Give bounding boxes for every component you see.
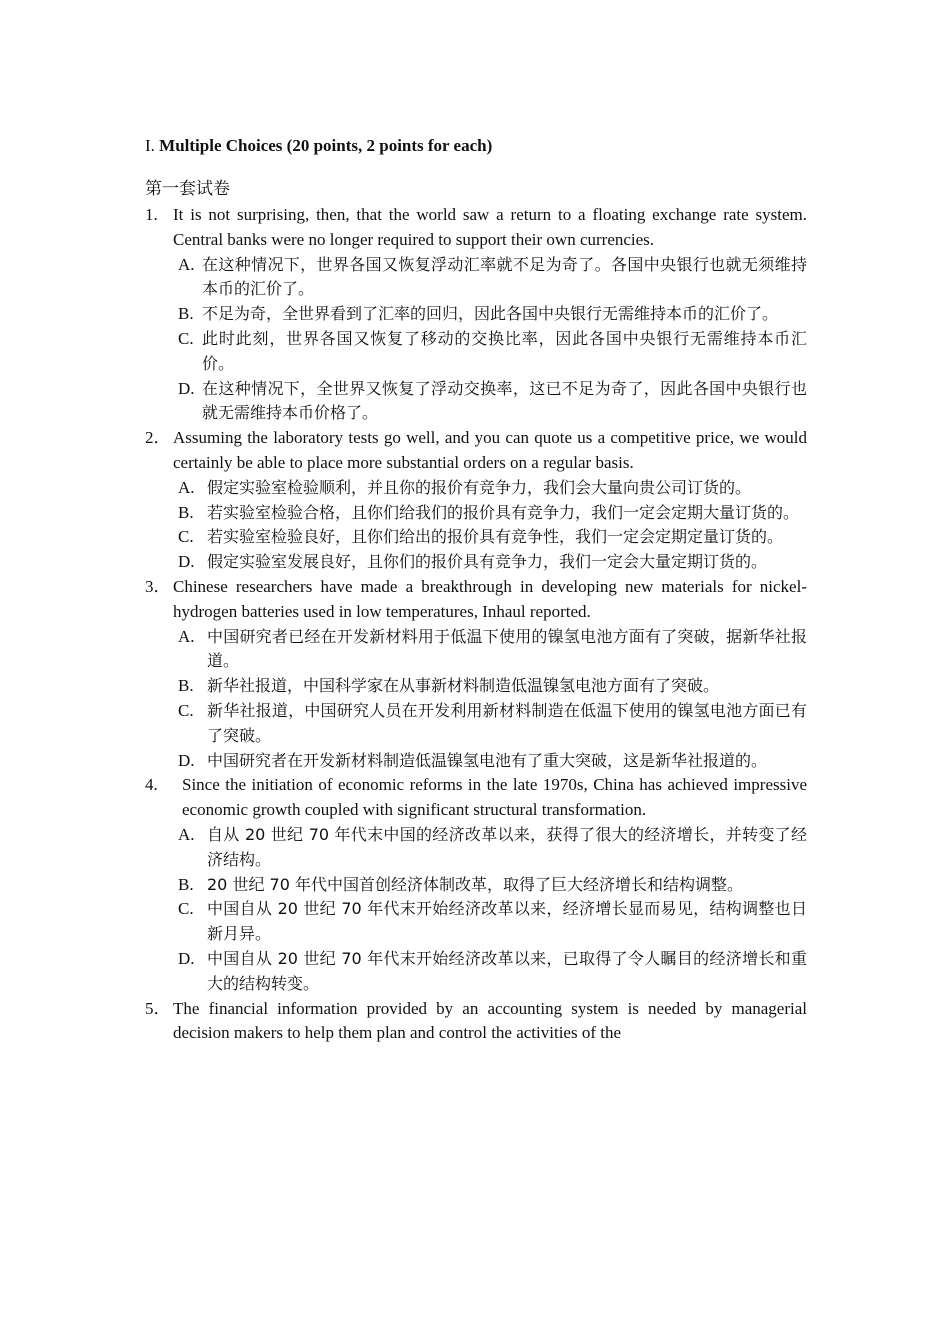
option-letter: C. xyxy=(178,328,194,348)
option-c xyxy=(145,699,807,749)
option-text: 新华社报道，中国科学家在从事新材料制造低温镍氢电池方面有了突破。 xyxy=(207,676,720,696)
option-letter: A. xyxy=(178,824,195,844)
option-letter: A. xyxy=(178,254,195,274)
option-text: 自从 20 世纪 70 年代末中国的经济改革以来，获得了很大的经济增长，并转变了经济结构。 xyxy=(207,824,807,869)
section-title: Multiple Choices (20 points, 2 points for each) xyxy=(159,136,493,155)
option-letter: A. xyxy=(178,477,195,497)
question-number: 3． xyxy=(145,576,171,596)
option-d xyxy=(145,947,807,997)
question-text: It is not surprising, then, that the world saw a return to a floating exchange rate system. Central banks were no longer required to support their own currencies. xyxy=(173,205,807,249)
option-c xyxy=(145,525,807,550)
section-heading xyxy=(145,135,492,157)
question-text: Since the initiation of economic reforms in the late 1970s, China has achieved impressive economic growth coupled with significant structural transformation. xyxy=(182,775,807,820)
option-text: 20 世纪 70 年代中国首创经济体制改革，取得了巨大经济增长和结构调整。 xyxy=(207,874,743,894)
option-text: 中国自从 20 世纪 70 年代末开始经济改革以来，已取得了令人瞩目的经济增长和重大的结构转变。 xyxy=(207,948,807,993)
option-letter: B. xyxy=(178,502,194,522)
option-b xyxy=(145,674,807,699)
option-text: 在这种情况下，世界各国又恢复浮动汇率就不足为奇了。各国中央银行也就无须维持本币的汇价了。 xyxy=(202,254,807,299)
option-text: 假定实验室检验顺利，并且你的报价有竞争力，我们会大量向贵公司订货的。 xyxy=(207,477,752,497)
question-number: 4. xyxy=(145,775,158,795)
question-5 xyxy=(145,997,807,1047)
option-text: 新华社报道，中国研究人员在开发利用新材料制造在低温下使用的镍氢电池方面已有了突破。 xyxy=(207,700,807,745)
option-c xyxy=(145,327,807,377)
exam-set-title: 第一套试卷 xyxy=(145,179,230,199)
option-text: 不足为奇，全世界看到了汇率的回归，因此各国中央银行无需维持本币的汇价了。 xyxy=(202,304,779,324)
question-text: Assuming the laboratory tests go well, and you can quote us a competitive price, we would certainly be able to place more substantial orders on a regular basis. xyxy=(173,428,807,472)
option-a xyxy=(145,823,807,873)
question-number: 1. xyxy=(145,205,158,224)
option-letter: D. xyxy=(178,378,195,398)
question-3 xyxy=(145,575,807,773)
option-text: 在这种情况下，全世界又恢复了浮动交换率，这已不足为奇了，因此各国中央银行也就无需维持本币价格了。 xyxy=(202,378,807,423)
option-letter: A. xyxy=(178,626,195,646)
option-letter: B. xyxy=(178,304,194,324)
option-text: 中国研究者已经在开发新材料用于低温下使用的镍氢电池方面有了突破，据新华社报道。 xyxy=(207,626,807,671)
question-4 xyxy=(145,773,807,996)
option-text: 此时此刻，世界各国又恢复了移动的交换比率，因此各国中央银行无需维持本币汇价。 xyxy=(202,328,807,373)
option-letter: C. xyxy=(178,899,194,919)
question-number: 2． xyxy=(145,428,171,448)
option-text: 假定实验室发展良好，且你们的报价具有竞争力，我们一定会大量定期订货的。 xyxy=(207,552,768,572)
question-2 xyxy=(145,426,807,575)
question-list xyxy=(145,203,807,1046)
option-letter: D. xyxy=(178,750,195,770)
section-numeral: I. xyxy=(145,136,160,155)
option-text: 中国自从 20 世纪 70 年代末开始经济改革以来，经济增长显而易见，结构调整也日新月异。 xyxy=(207,899,807,944)
option-letter: C. xyxy=(178,700,194,720)
option-letter: D. xyxy=(178,552,195,572)
option-letter: D. xyxy=(178,948,195,968)
option-a xyxy=(145,625,807,675)
option-b xyxy=(145,873,807,898)
option-d xyxy=(145,377,807,427)
option-a xyxy=(145,476,807,501)
question-number: 5． xyxy=(145,998,171,1018)
option-d xyxy=(145,550,807,575)
option-c xyxy=(145,897,807,947)
option-a xyxy=(145,253,807,303)
option-b xyxy=(145,501,807,526)
option-letter: C. xyxy=(178,527,194,547)
option-text: 若实验室检验合格，且你们给我们的报价具有竞争力，我们一定会定期大量订货的。 xyxy=(207,502,800,522)
option-b xyxy=(145,302,807,327)
option-d xyxy=(145,749,807,774)
question-1 xyxy=(145,203,807,426)
option-text: 中国研究者在开发新材料制造低温镍氢电池有了重大突破，这是新华社报道的。 xyxy=(207,750,768,770)
question-text: The financial information provided by an accounting system is needed by managerial decision makers to help them plan and control the activities of the xyxy=(173,998,807,1043)
option-letter: B. xyxy=(178,676,194,696)
option-text: 若实验室检验良好，且你们给出的报价具有竞争性，我们一定会定期定量订货的。 xyxy=(207,527,784,547)
question-text: Chinese researchers have made a breakthrough in developing new materials for nickel-hydrogen batteries used in low temperatures, Inhaul reported. xyxy=(173,576,807,621)
option-letter: B. xyxy=(178,874,194,894)
